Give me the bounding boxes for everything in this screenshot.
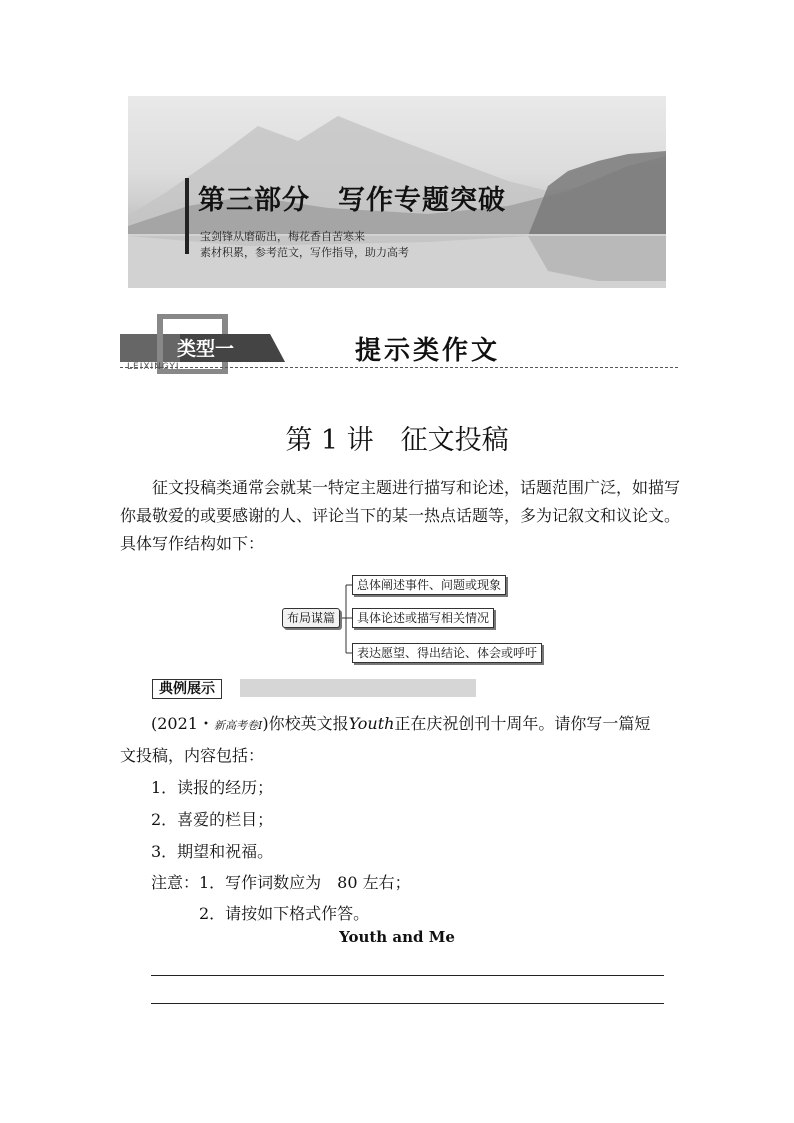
- intro-paragraph: 征文投稿类通常会就某一特定主题进行描写和论述，话题范围广泛，如描写你最敬爱的或要感谢的人、评论当下的某一热点话题等，多为记叙文和议论文。具体写作结构如下：: [120, 478, 681, 553]
- part-subtitle-summary: 素材积累，参考范文，写作指导，助力高考: [200, 246, 409, 259]
- task-item: 3．期望和祝福。: [151, 842, 274, 861]
- part-title: 第三部分 写作专题突破: [198, 185, 506, 216]
- structure-diagram: [280, 574, 550, 666]
- task-text-b: 正在庆祝创刊十周年。请你写一篇短: [394, 714, 651, 733]
- task-prefix: (2021・: [151, 714, 214, 733]
- type-title: 提示类作文: [355, 336, 501, 366]
- type-label: 类型一: [177, 338, 235, 360]
- diagram-branch: 总体阐述事件、问题或现象: [352, 575, 506, 595]
- section-tag-bar: [240, 679, 476, 697]
- diagram-branch: 具体论述或描写相关情况: [352, 608, 494, 628]
- type-pinyin: LEIXINGYI: [127, 362, 180, 372]
- part-banner: [128, 96, 666, 288]
- banner-accent-bar: [185, 178, 189, 254]
- diagram-branch: 表达愿望、得出结论、体会或呼吁: [352, 643, 542, 663]
- section-tag: 典例展示: [152, 679, 222, 699]
- task-note-1: 注意：1．写作词数应为 80 左右；: [151, 873, 411, 892]
- task-line-1: [151, 710, 650, 740]
- header-divider: [120, 367, 678, 368]
- task-line-2: 文投稿，内容包括：: [120, 746, 265, 765]
- task-source: 新高考卷Ⅰ: [213, 719, 263, 732]
- task-note-2: 2．请按如下格式作答。: [199, 904, 370, 923]
- answer-title: Youth and Me: [339, 928, 455, 946]
- part-subtitle-motto: 宝剑锋从磨砺出，梅花香自苦寒来: [200, 230, 365, 243]
- task-item: 1．读报的经历；: [151, 778, 274, 797]
- lecture-title: 第 1 讲 征文投稿: [285, 425, 509, 456]
- task-item: 2．喜爱的栏目；: [151, 810, 274, 829]
- answer-line: [151, 975, 664, 976]
- task-text-a: )你校英文报: [262, 714, 349, 733]
- paper-name: Youth: [348, 714, 395, 733]
- answer-line: [151, 1003, 664, 1004]
- diagram-root: 布局谋篇: [282, 608, 340, 628]
